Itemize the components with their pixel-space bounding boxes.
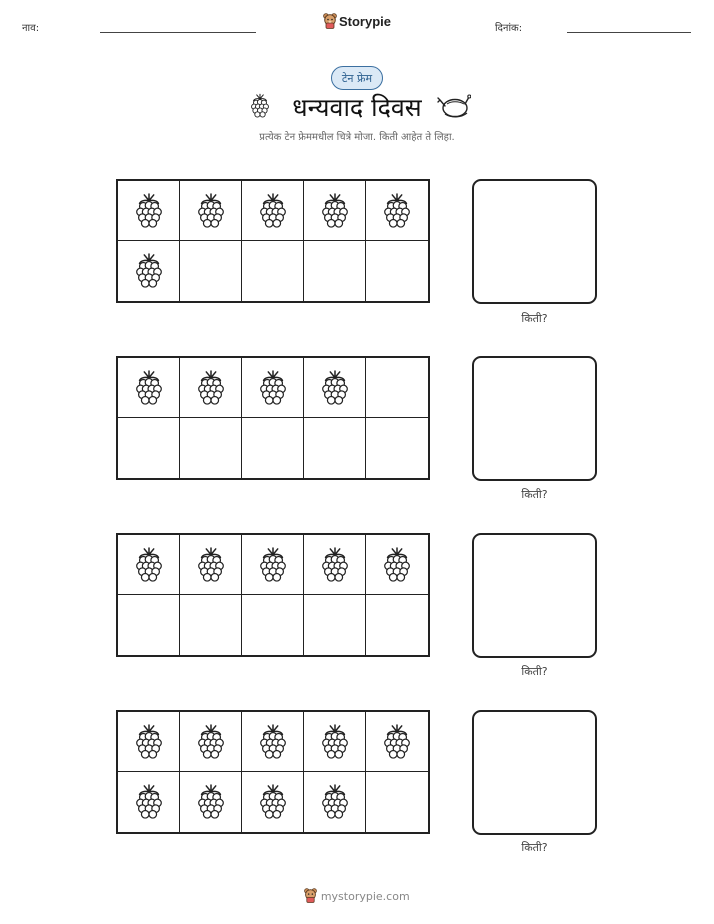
ten-frame-cell (304, 595, 366, 655)
ten-frame-cell (366, 712, 428, 772)
ten-frame-cell (118, 712, 180, 772)
ten-frame-cell (118, 772, 180, 832)
ten-frame (116, 179, 430, 303)
raspberry-icon (194, 369, 228, 407)
ten-frame-cell (366, 181, 428, 241)
ten-frame-cell (180, 772, 242, 832)
ten-frame-cell (242, 712, 304, 772)
ten-frame-cell (242, 772, 304, 832)
raspberry-icon (318, 192, 352, 230)
raspberry-icon (380, 723, 414, 761)
ten-frame-cell (180, 535, 242, 595)
ten-frame-cell (118, 241, 180, 301)
ten-frame-cell (180, 712, 242, 772)
raspberry-icon (256, 369, 290, 407)
ten-frame (116, 710, 430, 834)
how-many-label: किती? (521, 488, 548, 501)
ten-frame-cell (180, 181, 242, 241)
answer-box[interactable] (472, 710, 597, 835)
ten-frame-cell (304, 712, 366, 772)
raspberry-icon (318, 783, 352, 821)
answer-box[interactable] (472, 356, 597, 481)
date-line[interactable] (567, 32, 691, 33)
raspberry-icon (380, 192, 414, 230)
ten-frame-cell (242, 535, 304, 595)
ten-frame (116, 533, 430, 657)
raspberry-icon (132, 783, 166, 821)
ten-frame-cell (242, 241, 304, 301)
raspberry-icon (256, 192, 290, 230)
ten-frame-cell (304, 535, 366, 595)
raspberry-icon (194, 546, 228, 584)
name-line[interactable] (100, 32, 256, 33)
ten-frame-cell (304, 772, 366, 832)
raspberry-icon (256, 783, 290, 821)
ten-frame-cell (366, 595, 428, 655)
ten-frame-cell (366, 418, 428, 478)
raspberry-icon (380, 546, 414, 584)
ten-frame-cell (242, 358, 304, 418)
brand-name: Storypie (338, 13, 391, 29)
bear-mascot-icon (323, 13, 337, 32)
ten-frame-cell (118, 358, 180, 418)
raspberry-icon (132, 369, 166, 407)
ten-frame-cell (304, 241, 366, 301)
ten-frame-cell (304, 358, 366, 418)
ten-frame-cell (118, 595, 180, 655)
ten-frame-cell (366, 772, 428, 832)
ten-frame-cell (304, 418, 366, 478)
ten-frame-cell (242, 595, 304, 655)
ten-frame-cell (180, 241, 242, 301)
answer-box[interactable] (472, 179, 597, 304)
ten-frame-cell (366, 358, 428, 418)
raspberry-icon (132, 723, 166, 761)
ten-frame-cell (242, 181, 304, 241)
ten-frame-cell (242, 418, 304, 478)
raspberry-icon (132, 192, 166, 230)
ten-frame (116, 356, 430, 480)
raspberry-icon (194, 783, 228, 821)
raspberry-icon (194, 192, 228, 230)
bear-mascot-icon (304, 888, 317, 906)
ten-frame-cell (366, 535, 428, 595)
raspberry-icon (318, 546, 352, 584)
page-title: धन्यवाद दिवस (292, 93, 422, 122)
topic-badge: टेन फ्रेम (331, 66, 383, 90)
raspberry-icon (132, 252, 166, 290)
raspberry-icon (194, 723, 228, 761)
raspberry-icon (256, 723, 290, 761)
how-many-label: किती? (521, 665, 548, 678)
ten-frame-cell (180, 358, 242, 418)
name-label: नाव: (22, 23, 40, 34)
how-many-label: किती? (521, 841, 548, 854)
how-many-label: किती? (521, 312, 548, 325)
footer-url: mystorypie.com (320, 890, 410, 903)
ten-frame-cell (180, 418, 242, 478)
brand (0, 13, 714, 32)
ten-frame-cell (180, 595, 242, 655)
raspberry-icon (256, 546, 290, 584)
answer-box[interactable] (472, 533, 597, 658)
raspberry-icon (132, 546, 166, 584)
date-label: दिनांक: (495, 23, 523, 34)
ten-frame-cell (366, 241, 428, 301)
instruction-text: प्रत्येक टेन फ्रेममधील चित्रे मोजा. किती आहेत ते लिहा. (259, 132, 455, 143)
raspberry-icon (318, 369, 352, 407)
ten-frame-cell (118, 181, 180, 241)
ten-frame-cell (118, 535, 180, 595)
raspberry-icon (318, 723, 352, 761)
footer (0, 888, 714, 906)
ten-frame-cell (118, 418, 180, 478)
ten-frame-cell (304, 181, 366, 241)
roast-turkey-icon (437, 92, 471, 124)
